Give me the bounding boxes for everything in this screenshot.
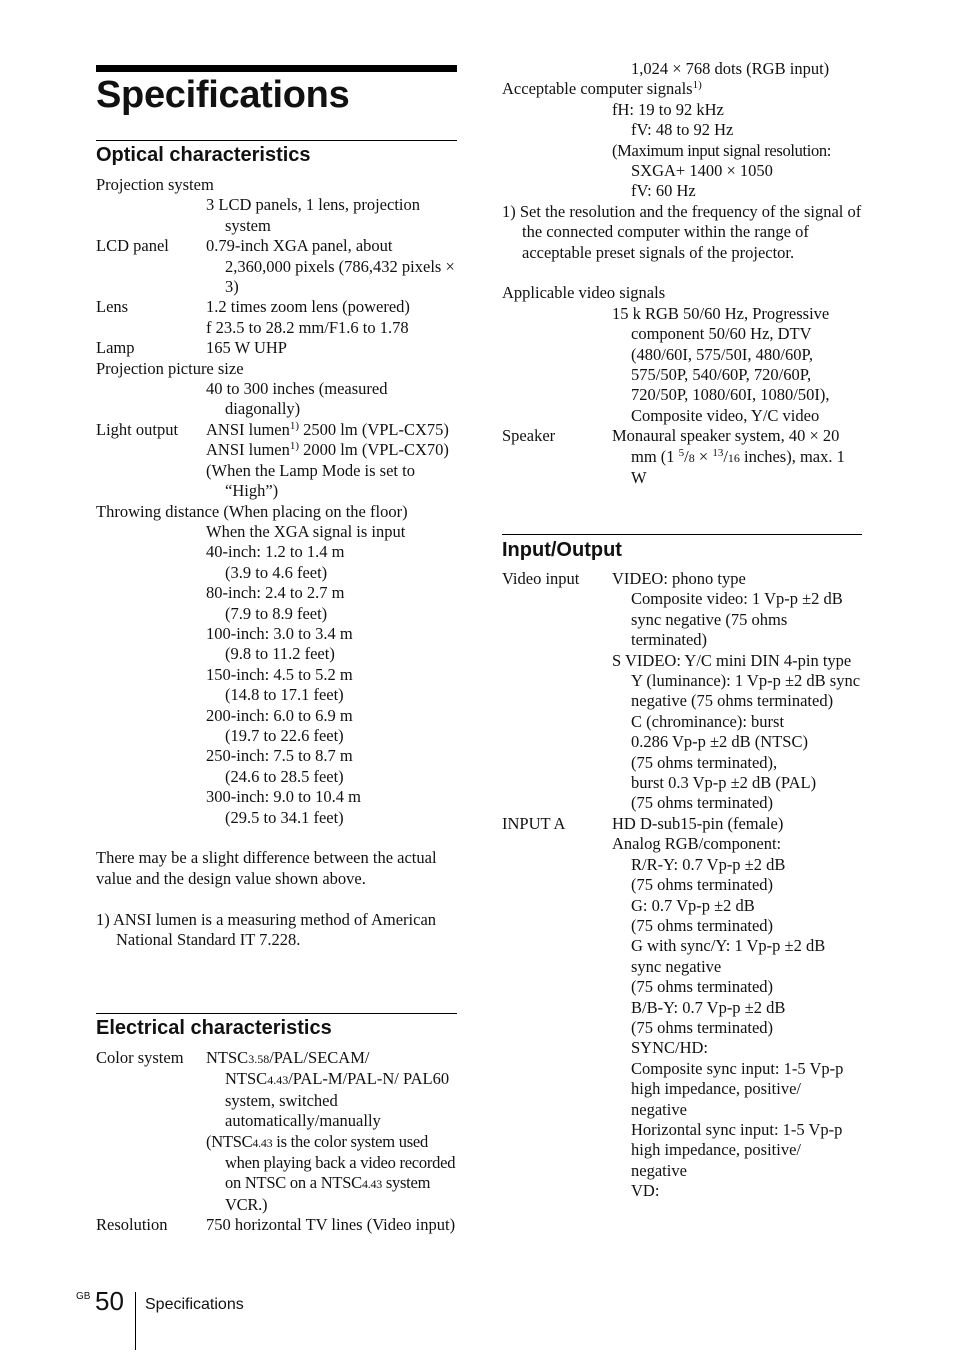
computer-signals-label: Acceptable computer signals$^{1)}$	[502, 79, 702, 99]
computer-signals-sxga: SXGA+ 1400 × 1050	[631, 161, 773, 181]
input-a-spec-line: Composite sync input: 1-5 Vp-p	[631, 1058, 844, 1078]
computer-signals-max: (Maximum input signal resolution:	[612, 140, 831, 160]
input-a-spec-line: (75 ohms terminated)	[631, 875, 774, 895]
resolution-rgb: 1,024 × 768 dots (RGB input)	[631, 59, 830, 78]
speaker-row	[502, 426, 864, 488]
resolution-row	[96, 1215, 457, 1235]
lens-value-2: f 23.5 to 28.2 mm/F1.6 to 1.78	[206, 317, 409, 337]
throwing-distance-m: 100-inch: 3.0 to 3.4 m	[206, 623, 353, 643]
throwing-distance-m: 150-inch: 4.5 to 5.2 m	[206, 664, 353, 684]
throwing-distance-ft: (14.8 to 17.1 feet)	[225, 685, 344, 705]
io-heading: Input/Output	[502, 539, 622, 561]
throwing-distance-m: 300-inch: 9.0 to 10.4 m	[206, 787, 361, 807]
throwing-distance-ft: (7.9 to 8.9 feet)	[225, 603, 328, 623]
light-output-cx75: ANSI lumen$^{1)}$ 2500 lm (VPL-CX75)	[206, 419, 449, 439]
input-a-label: INPUT A	[502, 813, 566, 833]
throwing-distance-ft: (19.7 to 22.6 feet)	[225, 725, 344, 745]
computer-signals-fh: fH: 19 to 92 kHz	[612, 99, 724, 119]
color-system-value: NTSC3.58/PAL/SECAM/ NTSC4.43/PAL-M/PAL-N/ PAL60 system, switched automatically/manually	[206, 1048, 450, 1131]
video-input-c4: burst 0.3 Vp-p ±2 dB (PAL)	[631, 773, 817, 793]
video-signals-value: 15 k RGB 50/60 Hz, Progressive component 50/60 Hz, DTV (480/60I, 575/50I, 480/60P, 575/50P, 540/60P, 720/60P, 720/50P, 1080/60I, 1080/50I), Composite video, Y/C video	[612, 303, 830, 425]
input-a-spec-line: negative	[631, 1160, 687, 1180]
input-a-spec-line: (75 ohms terminated)	[631, 1017, 774, 1037]
throwing-distance-ft: (3.9 to 4.6 feet)	[225, 562, 328, 582]
color-system-note: (NTSC4.43 is the color system used when playing back a video recorded on NTSC on a NTSC4.43 system VCR.)	[206, 1131, 456, 1214]
input-a-spec-line: G with sync/Y: 1 Vp-p ±2 dB	[631, 936, 826, 956]
projection-system-label: Projection system	[96, 175, 214, 194]
input-a-row	[502, 814, 864, 1202]
video-input-label: Video input	[502, 569, 580, 588]
throwing-distance-label: Throwing distance (When placing on the floor)	[96, 501, 408, 521]
video-input-c1: C (chrominance): burst	[631, 711, 785, 731]
input-a-spec-line: G: 0.7 Vp-p ±2 dB	[631, 895, 755, 915]
input-a-list	[502, 855, 864, 1202]
input-a-spec-line: R/R-Y: 0.7 Vp-p ±2 dB	[631, 854, 786, 874]
throwing-distance-intro: When the XGA signal is input	[206, 521, 406, 541]
input-a-spec-line: Horizontal sync input: 1-5 Vp-p	[631, 1119, 843, 1139]
throwing-distance-ft: (29.5 to 34.1 feet)	[225, 807, 344, 827]
input-a-dsub: HD D-sub15-pin (female)	[612, 813, 784, 833]
input-a-spec-line: B/B-Y: 0.7 Vp-p ±2 dB	[631, 997, 786, 1017]
section-rule	[96, 1013, 457, 1014]
lamp-value: 165 W UHP	[206, 338, 287, 358]
footer-section-label: Specifications	[145, 1296, 244, 1313]
throwing-distance-m: 200-inch: 6.0 to 6.9 m	[206, 705, 353, 725]
throwing-distance-m: 40-inch: 1.2 to 1.4 m	[206, 542, 345, 562]
page-title: Specifications	[96, 74, 350, 116]
resolution-video: 750 horizontal TV lines (Video input)	[206, 1215, 456, 1235]
footer-divider	[135, 1292, 136, 1350]
video-input-c3: (75 ohms terminated),	[631, 752, 778, 772]
input-a-spec-line: (75 ohms terminated)	[631, 977, 774, 997]
video-input-svideo: S VIDEO: Y/C mini DIN 4-pin type	[612, 650, 852, 670]
computer-signals-fv: fV: 48 to 92 Hz	[631, 120, 734, 140]
input-a-spec-line: VD:	[631, 1181, 660, 1201]
throwing-distance-ft: (9.8 to 11.2 feet)	[225, 644, 335, 664]
difference-note: There may be a slight difference between the actual value and the design value shown above.	[96, 848, 437, 888]
ansi-footnote: 1) ANSI lumen is a measuring method of American National Standard IT 7.228.	[96, 909, 437, 949]
input-a-spec-line: high impedance, positive/	[631, 1079, 802, 1099]
light-output-row	[96, 420, 457, 502]
color-system-label: Color system	[96, 1048, 184, 1067]
throwing-distance-list	[96, 542, 457, 828]
video-input-c5: (75 ohms terminated)	[631, 793, 774, 813]
optical-heading: Optical characteristics	[96, 144, 311, 166]
light-output-label: Light output	[96, 419, 179, 439]
speaker-label: Speaker	[502, 426, 556, 446]
lens-value-1: 1.2 times zoom lens (powered)	[206, 297, 410, 317]
video-signals-label: Applicable video signals	[502, 283, 666, 303]
throwing-distance-ft: (24.6 to 28.5 feet)	[225, 766, 344, 786]
computer-signals-fv60: fV: 60 Hz	[631, 181, 696, 201]
electrical-heading: Electrical characteristics	[96, 1017, 332, 1039]
input-a-spec-line: (75 ohms terminated)	[631, 915, 774, 935]
computer-signals-footnote: 1) Set the resolution and the frequency of the signal of the connected computer within the range of acceptable preset signals of the projector.	[502, 201, 862, 262]
input-a-spec-line: negative	[631, 1099, 687, 1119]
lens-row	[96, 297, 457, 338]
speaker-value: Monaural speaker system, 40 × 20 mm (1 $^5$/8 × $^{13}$/16 inches), max. 1 W	[612, 426, 845, 488]
video-input-video: VIDEO: phono type	[612, 569, 746, 588]
video-input-composite: Composite video: 1 Vp-p ±2 dB sync negative (75 ohms terminated)	[631, 589, 843, 650]
optical-block	[96, 175, 457, 950]
section-rule	[502, 534, 862, 535]
projection-system-value: 3 LCD panels, 1 lens, projection system	[206, 195, 421, 235]
throwing-distance-m: 250-inch: 7.5 to 8.7 m	[206, 746, 353, 766]
throwing-distance-m: 80-inch: 2.4 to 2.7 m	[206, 583, 345, 603]
video-input-row	[502, 569, 864, 814]
input-a-spec-line: sync negative	[631, 956, 722, 976]
light-output-cx70: ANSI lumen$^{1)}$ 2000 lm (VPL-CX70)	[206, 440, 449, 460]
title-bar	[96, 65, 457, 72]
lamp-label: Lamp	[96, 338, 135, 358]
electrical-block	[96, 1048, 457, 1236]
resolution-label: Resolution	[96, 1215, 168, 1235]
color-system-row	[96, 1048, 457, 1215]
lamp-row	[96, 338, 457, 358]
input-a-spec-line: high impedance, positive/	[631, 1140, 802, 1160]
page-number: 50	[95, 1286, 124, 1316]
input-a-analog: Analog RGB/component:	[612, 834, 782, 854]
lens-label: Lens	[96, 297, 129, 317]
video-input-c2: 0.286 Vp-p ±2 dB (NTSC)	[631, 732, 808, 752]
picture-size-value: 40 to 300 inches (measured diagonally)	[206, 379, 388, 419]
section-rule	[96, 140, 457, 141]
electrical-block-cont	[502, 59, 864, 489]
lcd-panel-value: 0.79-inch XGA panel, about 2,360,000 pixels (786,432 pixels × 3)	[206, 236, 455, 297]
footer-region: GB	[76, 1291, 91, 1302]
light-output-note: (When the Lamp Mode is set to “High”)	[206, 460, 415, 501]
lcd-panel-row	[96, 236, 457, 297]
io-block	[502, 569, 864, 1202]
lcd-panel-label: LCD panel	[96, 236, 169, 256]
picture-size-label: Projection picture size	[96, 358, 244, 378]
input-a-spec-line: SYNC/HD:	[631, 1038, 709, 1058]
video-input-y: Y (luminance): 1 Vp-p ±2 dB sync negative (75 ohms terminated)	[631, 671, 861, 711]
